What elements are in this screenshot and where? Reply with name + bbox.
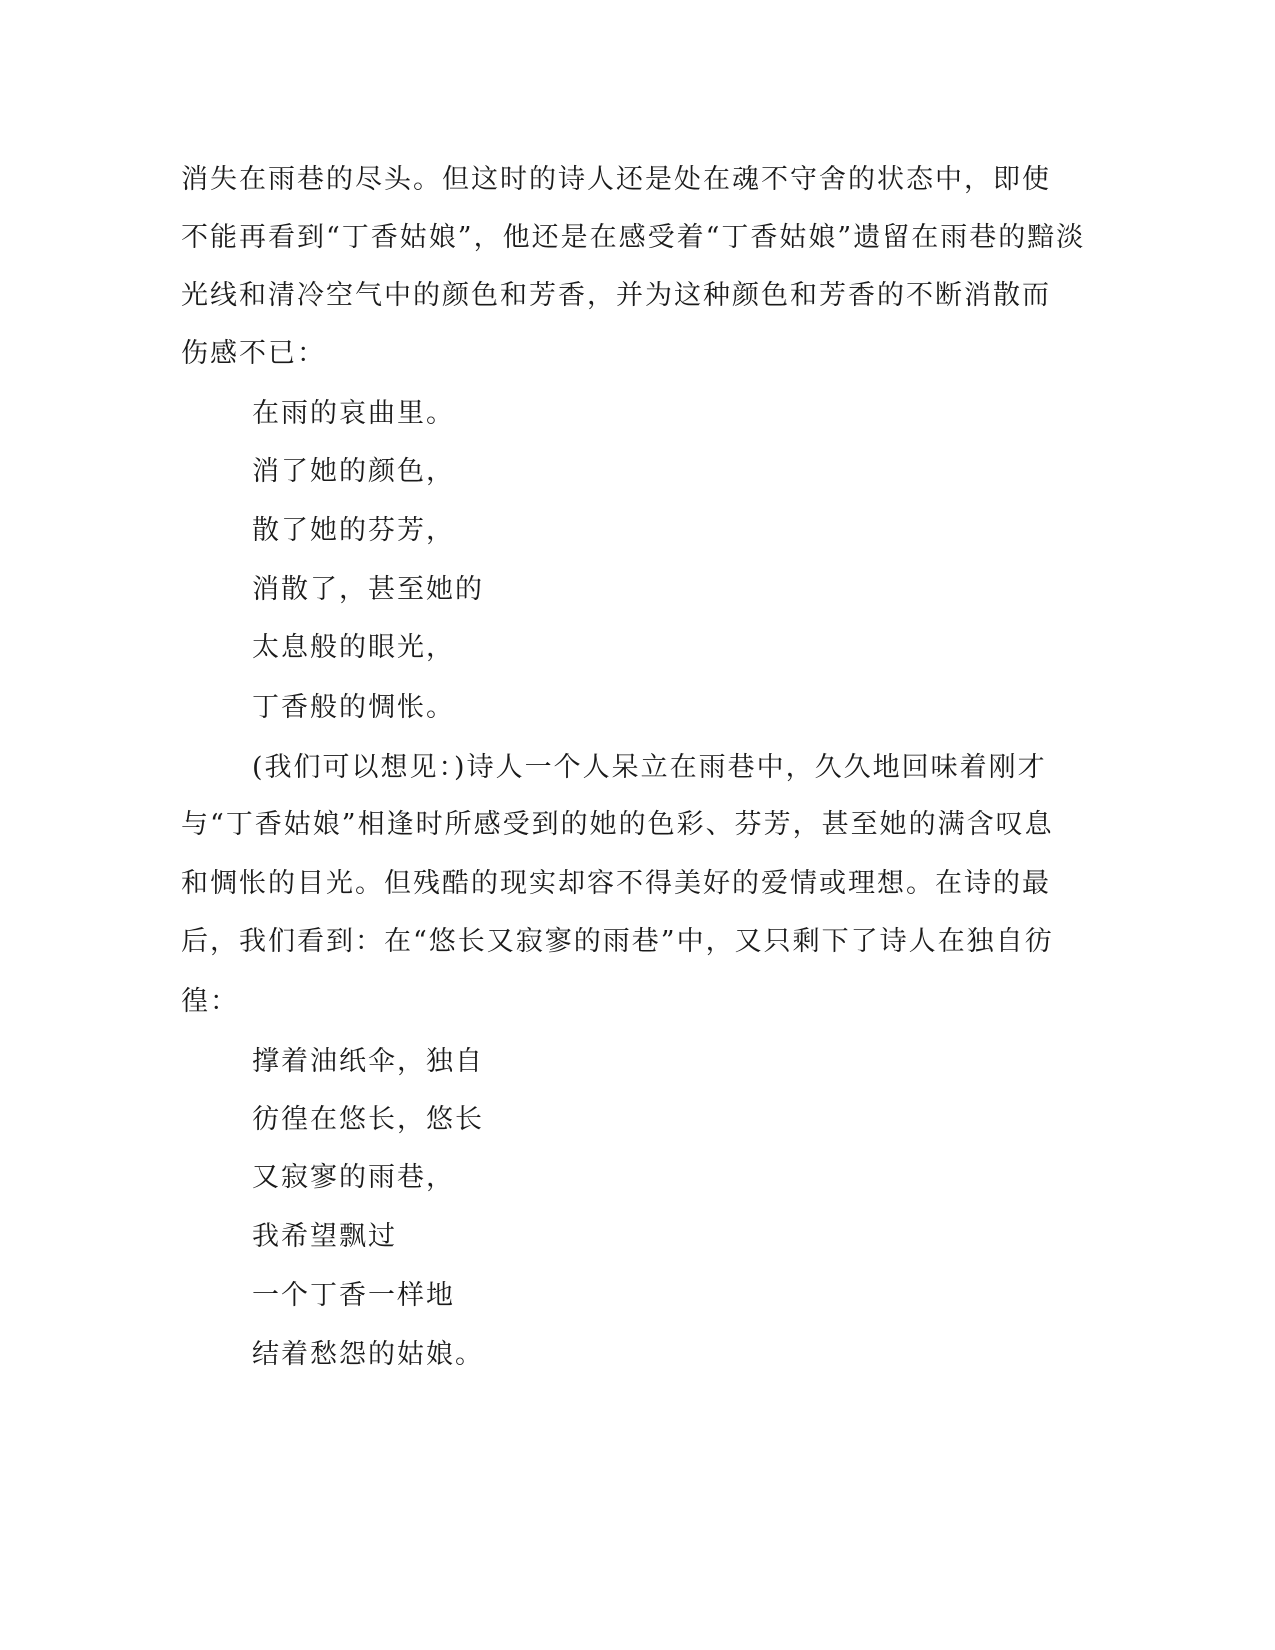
paragraph-line: 与“丁香姑娘”相逢时所感受到的她的色彩、芬芳，甚至她的满含叹息 [181,809,1054,840]
poem-line: 结着愁怨的姑娘。 [252,1339,484,1370]
poem-line: 我希望飘过 [252,1221,397,1252]
paragraph-line: 后，我们看到：在“悠长又寂寥的雨巷”中，又只剩下了诗人在独自彷 [181,926,1054,957]
paragraph-line: 伤感不已： [181,338,326,369]
poem-line: 散了她的芬芳， [252,515,455,546]
paragraph-line: 不能再看到“丁香姑娘”，他还是在感受着“丁香姑娘”遗留在雨巷的黯淡 [181,222,1086,253]
poem-line: 消散了，甚至她的 [252,574,484,605]
paragraph-line: 消失在雨巷的尽头。但这时的诗人还是处在魂不守舍的状态中，即使 [181,164,1051,195]
poem-line: 彷徨在悠长，悠长 [252,1104,484,1135]
poem-line: 在雨的哀曲里。 [252,398,455,429]
poem-line: 太息般的眼光， [252,632,455,663]
paragraph-line: 徨： [181,986,239,1017]
paragraph-line: (我们可以想见：)诗人一个人呆立在雨巷中，久久地回味着刚才 [252,752,1047,783]
poem-line: 又寂寥的雨巷， [252,1162,455,1193]
paragraph-line: 光线和清冷空气中的颜色和芳香，并为这种颜色和芳香的不断消散而 [181,280,1051,311]
paragraph-line: 和惆怅的目光。但残酷的现实却容不得美好的爱情或理想。在诗的最 [181,868,1051,899]
poem-line: 消了她的颜色， [252,456,455,487]
poem-line: 丁香般的惆怅。 [252,692,455,723]
poem-line: 撑着油纸伞，独自 [252,1046,484,1077]
poem-line: 一个丁香一样地 [252,1280,455,1311]
